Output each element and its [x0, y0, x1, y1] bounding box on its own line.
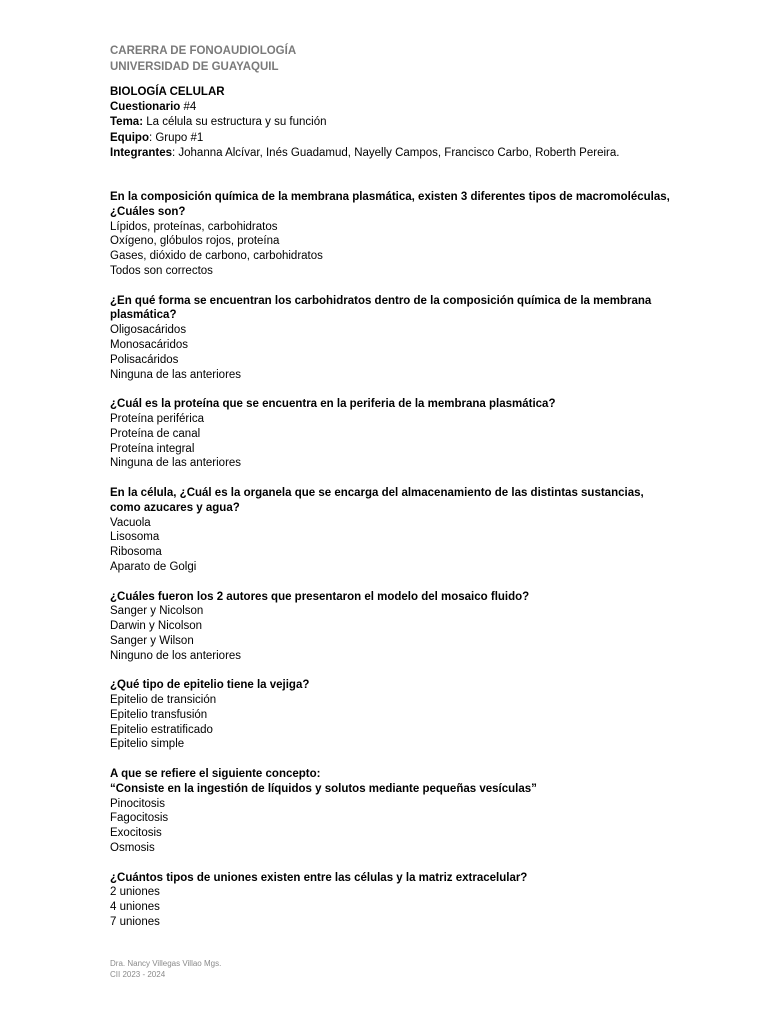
answer-option: Polisacáridos — [110, 353, 179, 366]
answer-option: Osmosis — [110, 842, 155, 855]
topic-value: La célula su estructura y su función — [143, 116, 327, 129]
answer-option: Sanger y Nicolson — [110, 605, 204, 618]
topic — [110, 115, 619, 130]
question-block — [110, 871, 670, 930]
members-label: Integrantes — [110, 146, 172, 159]
course-title: BIOLOGÍA CELULAR — [110, 86, 225, 98]
answer-option: Fagocitosis — [110, 812, 169, 825]
team-label: Equipo — [110, 131, 149, 144]
answer-option: Ninguna de las anteriores — [110, 368, 242, 381]
answer-option: Pinocitosis — [110, 797, 165, 810]
answer-option: Proteína periférica — [110, 412, 204, 425]
question-block — [110, 294, 670, 383]
topic-label: Tema: — [110, 116, 144, 129]
header-career: CARERRA DE FONOAUDIOLOGÍA — [110, 45, 297, 57]
header-university: UNIVERSIDAD DE GUAYAQUIL — [110, 61, 279, 73]
question-block — [110, 190, 670, 279]
question-block — [110, 486, 670, 575]
answer-option: Oxígeno, glóbulos rojos, proteína — [110, 235, 280, 248]
team — [110, 131, 619, 146]
answer-option: Lisosoma — [110, 531, 160, 544]
answer-option: Exocitosis — [110, 827, 162, 840]
members — [110, 146, 619, 161]
answer-option: Sanger y Wilson — [110, 634, 194, 647]
question-text: En la célula, ¿Cuál es la organela que se encarga del almacenamiento de las distintas sustancias, como azucares y agua? — [110, 486, 644, 514]
answer-option: Proteína integral — [110, 442, 195, 455]
answer-option: Ribosoma — [110, 546, 162, 559]
answer-option: Vacuola — [110, 516, 151, 529]
answer-option: Monosacáridos — [110, 338, 188, 351]
question-text: ¿Cuántos tipos de uniones existen entre las células y la matriz extracelular? — [110, 871, 528, 884]
answer-option: Proteína de canal — [110, 427, 201, 440]
footer-author: Dra. Nancy Villegas Villao Mgs. — [110, 959, 222, 968]
document-header — [110, 43, 296, 75]
quiz-number — [110, 100, 619, 115]
answer-option: Epitelio de transición — [110, 694, 217, 707]
question-block — [110, 767, 670, 856]
answer-option: Todos son correctos — [110, 264, 213, 277]
team-value: : Grupo #1 — [148, 131, 204, 144]
answer-option: Lípidos, proteínas, carbohidratos — [110, 220, 278, 233]
question-text: ¿En qué forma se encuentran los carbohidratos dentro de la composición química de la membrana plasmática? — [110, 294, 652, 322]
question-text: En la composición química de la membrana plasmática, existen 3 diferentes tipos de macromoléculas, ¿Cuáles son? — [110, 191, 670, 218]
quiz-label: Cuestionario — [110, 101, 181, 114]
answer-option: Ninguno de los anteriores — [110, 649, 242, 662]
members-value: : Johanna Alcívar, Inés Guadamud, Nayelly Campos, Francisco Carbo, Roberth Pereira. — [172, 146, 620, 159]
quiz-info — [110, 85, 619, 161]
question-block — [110, 397, 670, 471]
answer-option: Epitelio estratificado — [110, 723, 213, 736]
answer-option: 2 uniones — [110, 886, 160, 899]
answer-option: Epitelio simple — [110, 738, 185, 751]
answer-option: 4 uniones — [110, 901, 160, 914]
answer-option: 7 uniones — [110, 916, 160, 929]
question-text: ¿Cuáles fueron los 2 autores que presentaron el modelo del mosaico fluido? — [110, 590, 530, 603]
answer-option: Oligosacáridos — [110, 324, 187, 337]
answer-option: Epitelio transfusión — [110, 708, 208, 721]
question-text: A que se refiere el siguiente concepto: “Consiste en la ingestión de líquidos y solutos mediante pequeñas vesículas” — [110, 768, 537, 795]
question-text: ¿Cuál es la proteína que se encuentra en la periferia de la membrana plasmática? — [110, 398, 556, 411]
answer-option: Darwin y Nicolson — [110, 620, 203, 633]
document-footer — [110, 958, 221, 980]
answer-option: Aparato de Golgi — [110, 560, 197, 573]
answer-option: Ninguna de las anteriores — [110, 457, 242, 470]
question-list — [110, 190, 670, 945]
question-block — [110, 590, 670, 664]
question-text: ¿Qué tipo de epitelio tiene la vejiga? — [110, 679, 310, 692]
quiz-value: #4 — [180, 101, 197, 114]
question-block — [110, 678, 670, 752]
footer-term: CII 2023 - 2024 — [110, 970, 166, 979]
answer-option: Gases, dióxido de carbono, carbohidratos — [110, 250, 323, 263]
